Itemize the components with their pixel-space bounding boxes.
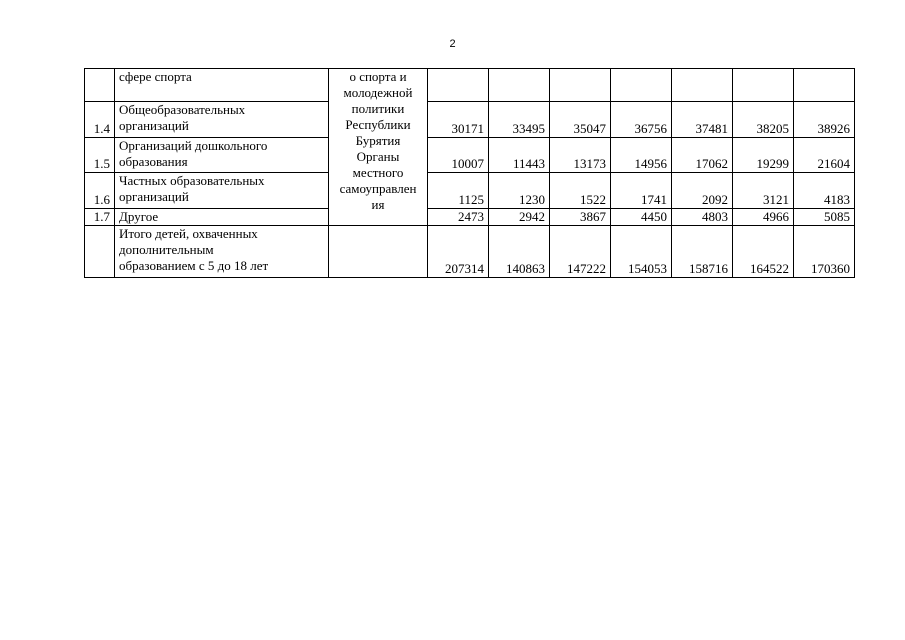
row-name [115, 69, 329, 102]
value-cell: 33495 [489, 102, 550, 138]
value-cell: 10007 [428, 138, 489, 173]
table-row [85, 138, 855, 173]
responsible-cell [329, 69, 428, 226]
row-name-line: сфере спорта [119, 69, 192, 84]
value-cell: 164522 [733, 226, 794, 278]
row-number: 1.4 [85, 102, 115, 138]
value-cell: 1522 [550, 173, 611, 209]
value-cell: 3121 [733, 173, 794, 209]
responsible-line: политики [351, 101, 405, 116]
value-cell: 4966 [733, 209, 794, 226]
row-name-line: образования [119, 154, 188, 169]
row-name [115, 138, 329, 173]
value-cell: 154053 [611, 226, 672, 278]
responsible-line: Органы [356, 149, 400, 164]
row-name-line: Другое [119, 209, 159, 224]
value-cell: 4803 [672, 209, 733, 226]
value-cell: 3867 [550, 209, 611, 226]
page-number: 2 [449, 38, 456, 50]
row-number: 1.6 [85, 173, 115, 209]
row-number [85, 69, 115, 102]
table-row [85, 102, 855, 138]
value-cell: 170360 [794, 226, 855, 278]
value-cell [672, 69, 733, 102]
table-row-total [85, 226, 855, 278]
value-cell: 38926 [794, 102, 855, 138]
row-name-line: организаций [119, 118, 189, 133]
responsible-line: Республики [345, 117, 411, 132]
value-cell [428, 69, 489, 102]
row-number [85, 226, 115, 278]
value-cell [611, 69, 672, 102]
value-cell: 1125 [428, 173, 489, 209]
row-name-line: Общеобразовательных [119, 102, 246, 117]
value-cell: 1230 [489, 173, 550, 209]
row-name-line: Итого детей, охваченных [119, 226, 258, 241]
table-row [85, 209, 855, 226]
value-cell: 2473 [428, 209, 489, 226]
value-cell: 2092 [672, 173, 733, 209]
responsible-line: местного [352, 165, 404, 180]
value-cell: 147222 [550, 226, 611, 278]
value-cell [550, 69, 611, 102]
value-cell: 11443 [489, 138, 550, 173]
row-name [115, 226, 329, 278]
row-number: 1.5 [85, 138, 115, 173]
value-cell: 140863 [489, 226, 550, 278]
value-cell: 4450 [611, 209, 672, 226]
row-name-line: Организаций дошкольного [119, 138, 268, 153]
row-name-line: дополнительным [119, 242, 214, 257]
value-cell: 37481 [672, 102, 733, 138]
value-cell: 35047 [550, 102, 611, 138]
data-table [84, 68, 855, 278]
row-name-line: образованием с 5 до 18 лет [119, 258, 269, 273]
row-number: 1.7 [85, 209, 115, 226]
value-cell [733, 69, 794, 102]
value-cell: 14956 [611, 138, 672, 173]
value-cell: 158716 [672, 226, 733, 278]
responsible-line: ия [371, 197, 385, 212]
row-name [115, 102, 329, 138]
row-name [115, 209, 329, 226]
value-cell: 21604 [794, 138, 855, 173]
value-cell: 5085 [794, 209, 855, 226]
table-row [85, 173, 855, 209]
responsible-line: Бурятия [355, 133, 401, 148]
value-cell: 38205 [733, 102, 794, 138]
value-cell: 13173 [550, 138, 611, 173]
row-name-line: организаций [119, 189, 189, 204]
row-name [115, 173, 329, 209]
value-cell: 4183 [794, 173, 855, 209]
value-cell: 17062 [672, 138, 733, 173]
value-cell: 1741 [611, 173, 672, 209]
value-cell: 19299 [733, 138, 794, 173]
value-cell: 30171 [428, 102, 489, 138]
table-row [85, 69, 855, 102]
responsible-line: о спорта и [349, 69, 407, 84]
value-cell: 36756 [611, 102, 672, 138]
value-cell: 2942 [489, 209, 550, 226]
responsible-line: молодежной [343, 85, 413, 100]
row-name-line: Частных образовательных [119, 173, 265, 188]
responsible-cell-empty [329, 226, 428, 278]
responsible-line: самоуправлен [339, 181, 417, 196]
value-cell [489, 69, 550, 102]
value-cell [794, 69, 855, 102]
value-cell: 207314 [428, 226, 489, 278]
